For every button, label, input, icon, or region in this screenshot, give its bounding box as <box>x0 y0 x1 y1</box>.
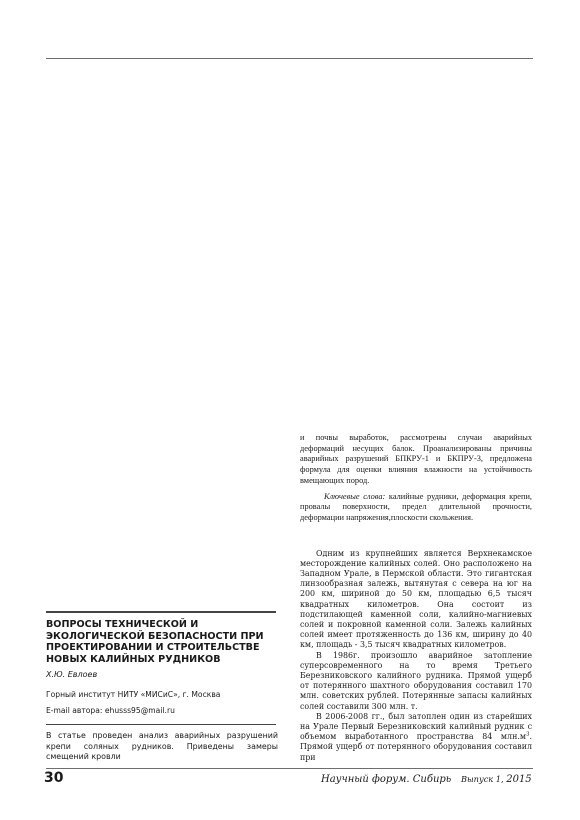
article-body <box>300 549 532 763</box>
body-paragraph-2: В 1986г. произошло аварийное затопление суперсовременного на то время Третьего Березниковского калийного рудника. Прямой ущерб от потерянного шахтного оборудования составил 170 млн. советских рублей. Потерянные запасы калийных солей составили 300 млн. т. <box>300 650 532 711</box>
keywords <box>300 492 532 524</box>
abstract-start: В статье проведен анализ аварийных разрушений крепи соляных рудников. Приведены замеры смещений кровли <box>46 731 278 762</box>
body-paragraph-3 <box>300 712 532 763</box>
title-rule-top <box>46 611 276 613</box>
issue-info <box>461 774 532 785</box>
body-paragraph-3-start: В 2006-2008 гг., был затоплен один из старейших на Урале Первый Березниковский калийный рудник с объемом выработанного пространства 84 млн.м <box>300 711 532 742</box>
body-paragraph-3-end: . Прямой ущерб от потерянного оборудования составил при <box>300 732 532 762</box>
body-paragraph-1: Одним из крупнейших является Верхнекамское месторождение калийных солей. Оно расположено на Западном Урале, в Пермской области. Это гигантская линзообразная залежь, вытянутая с севера на юг на 200 км, шириной до 50 км, площадью 6,5 тысяч квадратных километров. Она состоит из подстилающей каменной соли, калийно-магниевых солей и покровной каменной соли. Залежь калийных солей имеет протяженность до 136 км, ширину до 40 км, площадь - 3,5 тысяч квадратных километров. <box>300 548 532 650</box>
journal-name: Научный форум. Сибирь <box>321 774 452 785</box>
header-rule <box>46 58 533 59</box>
article-title: ВОПРОСЫ ТЕХНИЧЕСКОЙ И ЭКОЛОГИЧЕСКОЙ БЕЗОПАСНОСТИ ПРИ ПРОЕКТИРОВАНИИ И СТРОИТЕЛЬСТВЕ НОВЫХ КАЛИЙНЫХ РУДНИКОВ <box>46 619 264 665</box>
abstract-continuation: и почвы выработок, рассмотрены случаи аварийных деформаций несущих балок. Проанализированы причины аварийных разрушений БПКРУ-1 и БКПРУ-3, предложена формула для оценки влияния влажности на устойчивость вмещающих пород. <box>300 433 532 485</box>
right-column <box>300 433 532 763</box>
keywords-label: Ключевые слова: <box>324 491 386 501</box>
author-name: Х.Ю. Евлоев <box>46 670 98 679</box>
cubic-superscript: 3 <box>525 731 530 738</box>
author-email: E-mail автора: ehusss95@mail.ru <box>46 706 175 715</box>
title-rule-bottom <box>46 724 276 725</box>
page-number: 30 <box>44 770 64 786</box>
issue-label: Выпуск 1, <box>461 774 504 784</box>
issue-year: 2015 <box>506 774 532 785</box>
footer-rule <box>46 768 533 769</box>
keywords-text: калийные рудники, деформация крепи, провалы поверхности, предел длительной прочности, деформации напряжения,плоскости скольжения. <box>300 491 533 522</box>
author-affiliation: Горный институт НИТУ «МИСиС», г. Москва <box>46 690 221 699</box>
